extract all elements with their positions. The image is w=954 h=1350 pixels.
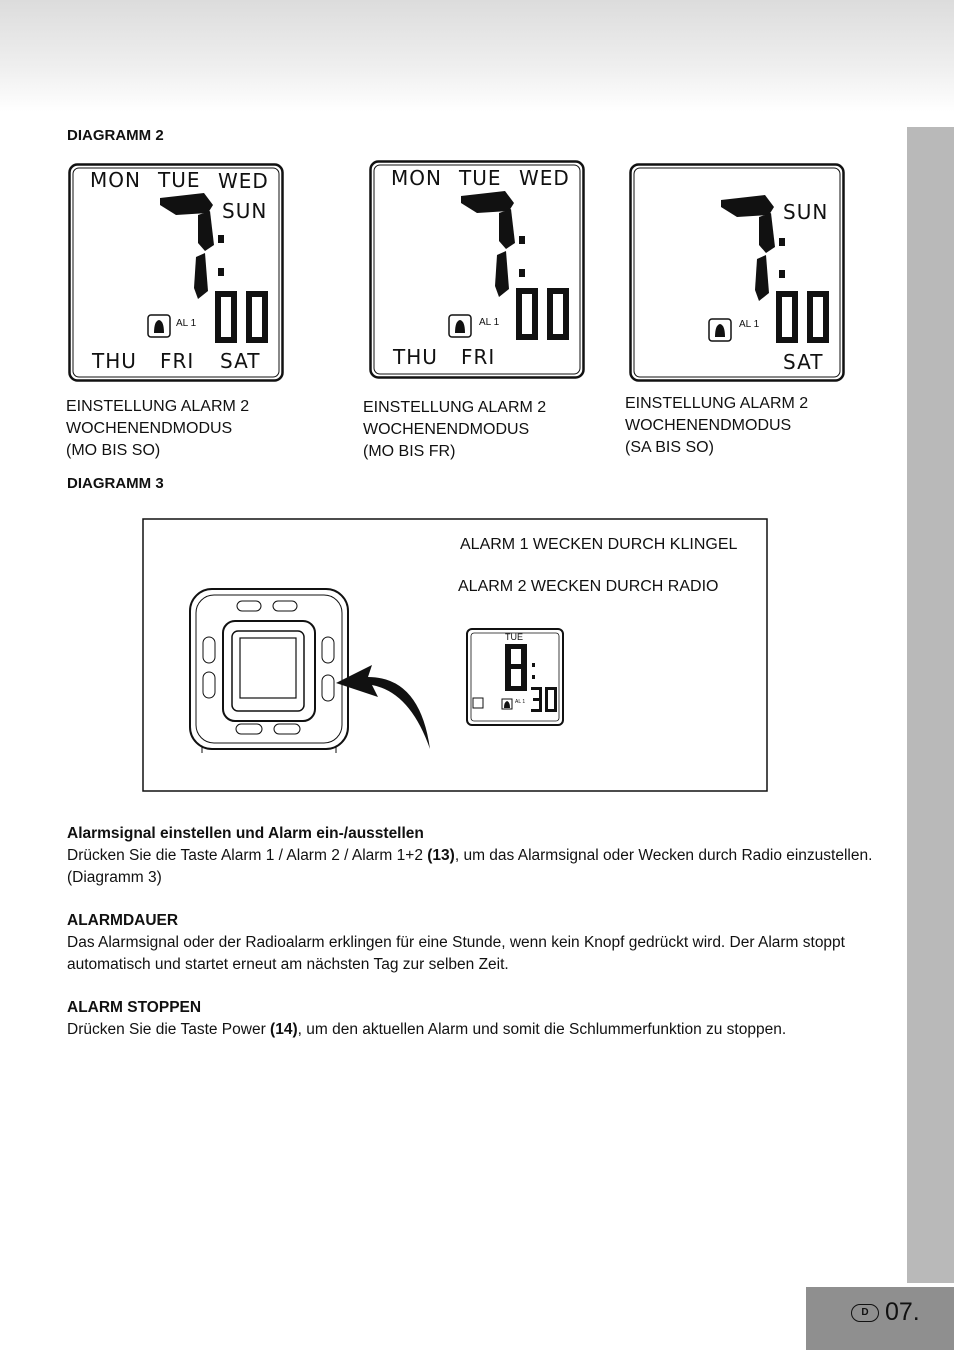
lcd2-day-mon: MON: [391, 166, 442, 190]
lcd3-day-sun: SUN: [783, 200, 829, 224]
lcd2-al-label: AL 1: [479, 317, 500, 328]
lcd2-day-fri: FRI: [461, 345, 496, 369]
lcd1-day-thu: THU: [92, 349, 137, 373]
diagram3-illustration: [140, 517, 769, 793]
lcd2-colon-bottom: [519, 269, 525, 277]
lcd3-colon-bottom: [779, 270, 785, 278]
lcd2-caption-line3: (MO BIS FR): [363, 443, 456, 460]
lcd2-caption: [363, 397, 546, 463]
lcd2-colon-top: [519, 236, 525, 244]
lcd2-day-tue: TUE: [459, 166, 502, 190]
side-thumb-tab: [907, 127, 954, 1283]
lcd3-caption-line3: (SA BIS SO): [625, 439, 714, 456]
lcd3-colon-top: [779, 238, 785, 246]
lcd2-day-wed: WED: [519, 166, 570, 190]
diagram3-figure: [140, 517, 769, 793]
lcd3-day-sat: SAT: [783, 350, 824, 374]
lcd1-colon-bottom: [218, 268, 224, 276]
section-alarm-stop: [67, 997, 877, 1041]
lcd3-caption-line1: EINSTELLUNG ALARM 2: [625, 395, 809, 412]
lcd2-caption-line1: EINSTELLUNG ALARM 2: [363, 399, 547, 416]
lcd1-caption-line3: (MO BIS SO): [66, 442, 161, 459]
lcd1-day-wed: WED: [218, 169, 269, 193]
section-alarm-duration: [67, 910, 877, 976]
small-lcd-day: TUE: [505, 632, 523, 642]
language-badge: D: [851, 1304, 879, 1322]
page-number-text: 07.: [885, 1298, 920, 1326]
alarm2-label: ALARM 2 WECKEN DURCH RADIO: [458, 578, 719, 595]
lcd-display-1: [68, 163, 284, 382]
section-alarm-stop-text: Drücken Sie die Taste Power: [67, 1021, 271, 1038]
lcd2-caption-line2: WOCHENENDMODUS: [363, 421, 530, 438]
lcd1-day-fri: FRI: [160, 349, 195, 373]
clock-radio-device: [190, 589, 348, 753]
lcd3-al-label: AL 1: [739, 319, 760, 330]
section-alarm-signal-text: Drücken Sie die Taste Alarm 1 / Alarm 2 / Alarm 1+2: [67, 847, 428, 864]
lcd-display-3: [629, 163, 845, 382]
section-alarm-stop-title: ALARM STOPPEN: [67, 999, 202, 1016]
section-alarm-signal-ref: (13): [427, 847, 455, 864]
diagram3-heading: DIAGRAMM 3: [67, 475, 164, 492]
lcd1-al-label: AL 1: [176, 318, 197, 329]
lcd1-day-sun: SUN: [222, 199, 268, 223]
alarm1-label: ALARM 1 WECKEN DURCH KLINGEL: [460, 536, 738, 553]
diagram3-frame: [143, 519, 767, 791]
section-alarm-stop-text-end: , um den aktuellen Alarm und somit die Schlummerfunktion zu stoppen.: [297, 1021, 787, 1038]
small-lcd-al-label: AL 1: [515, 699, 526, 705]
section-alarm-signal: [67, 823, 877, 889]
section-alarm-signal-title: Alarmsignal einstellen und Alarm ein-/ausstellen: [67, 825, 424, 842]
section-alarm-duration-title: ALARMDAUER: [67, 912, 179, 929]
section-alarm-signal-text-end: , um das Alarmsignal oder Wecken durch Radio einzustellen. (Diagramm 3): [67, 847, 873, 886]
lcd1-day-sat: SAT: [220, 349, 261, 373]
lcd1-day-tue: TUE: [158, 168, 201, 192]
section-alarm-duration-text: Das Alarmsignal oder der Radioalarm erklingen für eine Stunde, wenn kein Knopf gedrückt wird. Der Alarm stoppt automatisch und startet erneut am nächsten Tag zur selben Zeit.: [67, 934, 845, 973]
section-alarm-stop-ref: (14): [270, 1021, 298, 1038]
lcd1-caption-line2: WOCHENENDMODUS: [66, 420, 233, 437]
diagram2-heading: DIAGRAMM 2: [67, 127, 164, 144]
small-lcd-display: [467, 629, 563, 725]
page-number: [851, 1298, 920, 1327]
lcd2-day-thu: THU: [393, 345, 438, 369]
header-gradient-band: [0, 0, 954, 112]
lcd1-day-mon: MON: [90, 168, 141, 192]
lcd3-caption-line2: WOCHENENDMODUS: [625, 417, 792, 434]
lcd1-colon-top: [218, 235, 224, 243]
lcd3-caption: [625, 393, 808, 459]
lcd-display-2: [369, 160, 585, 379]
lcd1-caption-line1: EINSTELLUNG ALARM 2: [66, 398, 250, 415]
pointing-arrow-icon: [336, 665, 430, 749]
lcd1-caption: [66, 396, 249, 462]
